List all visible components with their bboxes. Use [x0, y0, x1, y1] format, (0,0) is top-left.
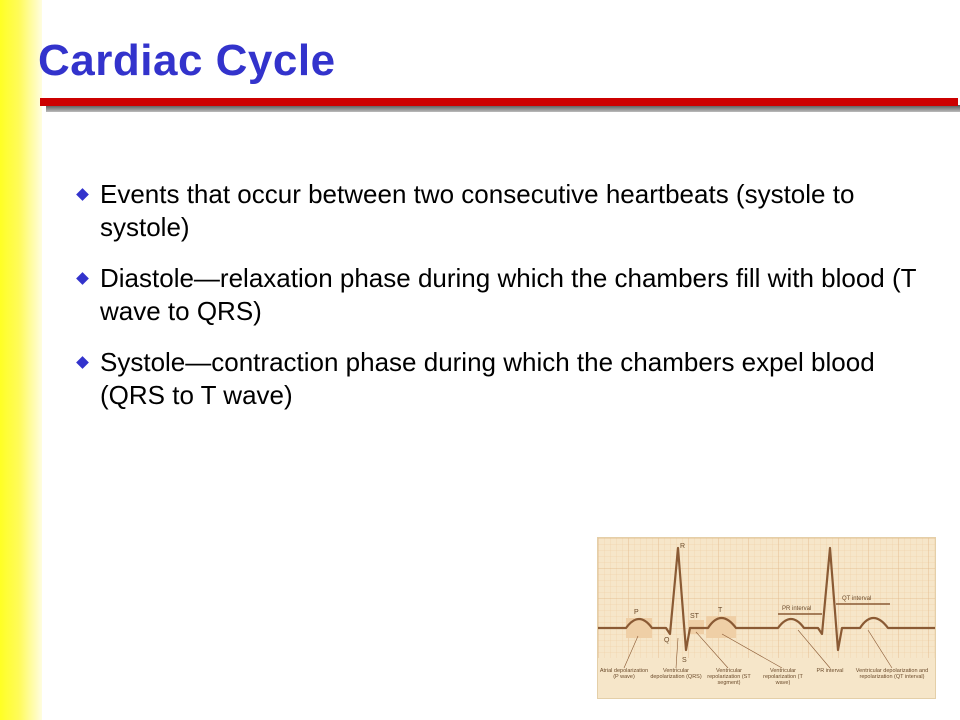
pr-interval-label: PR interval	[782, 606, 812, 612]
diamond-bullet-icon	[76, 356, 89, 369]
caption-atrial-depolarization: Atrial depolarization (P wave)	[599, 668, 649, 680]
s-wave-label: S	[682, 657, 687, 664]
caption-ventricular-depolarization: Ventricular depolarization (QRS)	[650, 668, 702, 680]
slide-title: Cardiac Cycle	[38, 36, 336, 85]
bullet-item	[78, 178, 928, 244]
side-gradient	[0, 0, 42, 720]
p-wave-label: P	[634, 609, 639, 616]
ecg-captions	[598, 668, 934, 698]
diamond-bullet-icon	[76, 188, 89, 201]
bullet-text: Diastole—relaxation phase during which the chambers fill with blood (T wave to QRS)	[100, 263, 917, 326]
caption-pr-interval: PR interval	[816, 668, 844, 674]
r-wave-label: R	[680, 543, 686, 550]
t-wave-label: T	[718, 607, 723, 614]
bullet-list	[78, 178, 928, 430]
caption-st-segment: Ventricular repolarization (ST segment)	[707, 668, 751, 686]
bullet-text: Events that occur between two consecutive heartbeats (systole to systole)	[100, 179, 855, 242]
st-segment-label: ST	[690, 613, 699, 620]
ecg-figure	[597, 537, 936, 699]
qt-interval-label: QT interval	[842, 596, 872, 602]
bullet-item	[78, 262, 928, 328]
caption-qt-interval: Ventricular depolarization and repolarization (QT interval)	[855, 668, 929, 680]
ecg-grid	[598, 538, 935, 658]
t-wave-box	[706, 616, 736, 638]
ecg-diagram	[598, 538, 935, 698]
q-wave-label: Q	[664, 637, 670, 644]
bullet-item	[78, 346, 928, 412]
p-wave-box	[626, 618, 652, 638]
diamond-bullet-icon	[76, 272, 89, 285]
bullet-text: Systole—contraction phase during which the chambers expel blood (QRS to T wave)	[100, 347, 875, 410]
title-accent-bar	[40, 96, 960, 114]
caption-t-wave: Ventricular repolarization (T wave)	[763, 668, 803, 686]
